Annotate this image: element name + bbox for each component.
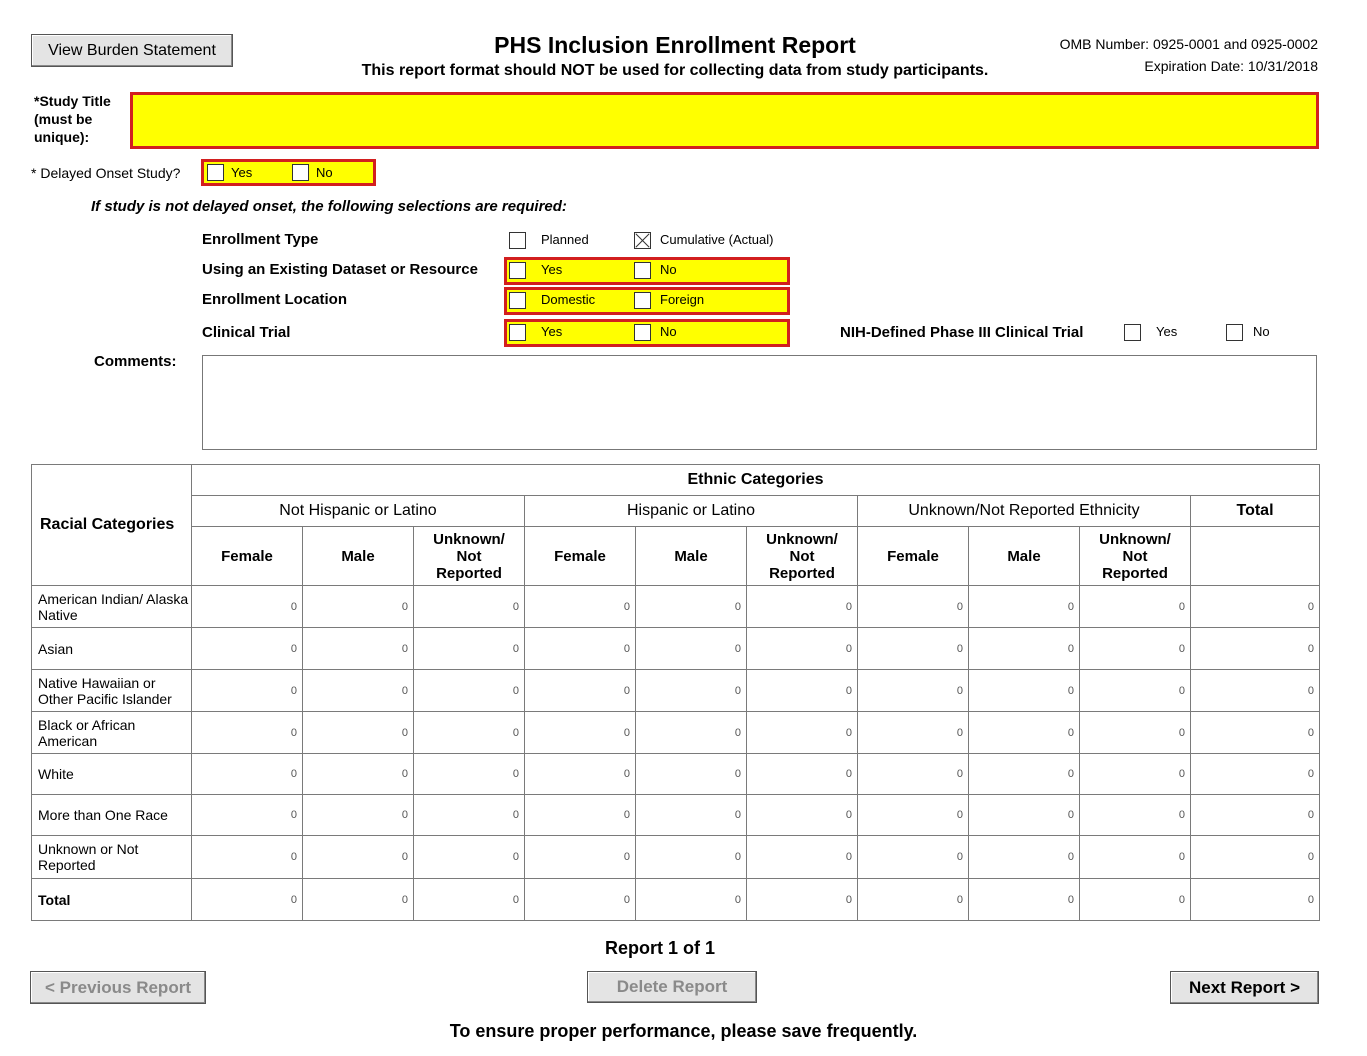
unknown-sex-header-line: Unknown/	[1099, 530, 1171, 548]
count-cell[interactable]: 0	[1080, 586, 1191, 628]
page-title: PHS Inclusion Enrollment Report	[494, 32, 856, 58]
existing-dataset-yes-label: Yes	[541, 262, 563, 277]
count-cell[interactable]: 0	[1080, 712, 1191, 754]
count-cell[interactable]: 0	[747, 754, 858, 795]
report-counter: Report 1 of 1	[604, 938, 715, 958]
race-label: American Indian/ Alaska Native	[32, 586, 192, 628]
enrollment-table	[31, 464, 1320, 921]
existing-dataset-no-checkbox[interactable]	[634, 262, 651, 279]
count-cell[interactable]: 0	[1080, 836, 1191, 879]
count-cell[interactable]: 0	[525, 836, 636, 879]
enrollment-cumulative-label: Cumulative (Actual)	[660, 232, 774, 247]
clinical-trial-yes-label: Yes	[541, 324, 563, 339]
count-cell[interactable]: 0	[303, 795, 414, 836]
count-cell[interactable]: 0	[303, 586, 414, 628]
count-cell[interactable]: 0	[969, 586, 1080, 628]
study-title-label-line3: unique):	[34, 129, 90, 145]
unknown-sex-column-header	[414, 527, 525, 586]
count-cell[interactable]: 0	[525, 628, 636, 670]
row-total-cell: 0	[1191, 795, 1320, 836]
total-subheader-blank	[1191, 527, 1320, 586]
unknown-sex-header-line: Reported	[769, 564, 835, 582]
study-title-label-line1: *Study Title	[34, 93, 111, 109]
count-cell[interactable]: 0	[747, 712, 858, 754]
row-total-cell: 0	[1191, 628, 1320, 670]
count-cell[interactable]: 0	[1080, 670, 1191, 712]
next-report-button[interactable]: Next Report >	[1170, 971, 1319, 1004]
count-cell[interactable]: 0	[192, 586, 303, 628]
count-cell[interactable]: 0	[747, 586, 858, 628]
count-cell[interactable]: 0	[303, 712, 414, 754]
table-row	[32, 628, 1320, 670]
count-cell[interactable]: 0	[969, 836, 1080, 879]
table-row	[32, 712, 1320, 754]
row-total-cell: 0	[1191, 754, 1320, 795]
unknown-sex-header-line: Reported	[1102, 564, 1168, 582]
count-cell[interactable]: 0	[636, 628, 747, 670]
phase3-no-checkbox[interactable]	[1226, 324, 1243, 341]
count-cell[interactable]: 0	[525, 879, 636, 921]
count-cell[interactable]: 0	[303, 754, 414, 795]
row-total-cell: 0	[1191, 836, 1320, 879]
group-header-unknown-ethnicity: Unknown/Not Reported Ethnicity	[858, 496, 1191, 527]
count-cell[interactable]: 0	[636, 754, 747, 795]
count-cell[interactable]: 0	[747, 795, 858, 836]
count-cell[interactable]: 0	[303, 670, 414, 712]
count-cell[interactable]: 0	[636, 586, 747, 628]
enrollment-type-label: Enrollment Type	[202, 231, 319, 248]
unknown-sex-header-line: Unknown/	[433, 530, 505, 548]
count-cell[interactable]: 0	[858, 628, 969, 670]
count-cell[interactable]: 0	[414, 795, 525, 836]
study-title-label	[34, 92, 126, 146]
count-cell[interactable]: 0	[414, 586, 525, 628]
count-cell[interactable]: 0	[303, 836, 414, 879]
total-column-header: Total	[1191, 496, 1320, 527]
race-label: White	[32, 754, 192, 795]
male-column-header: Male	[969, 527, 1080, 586]
enrollment-cumulative-checkbox[interactable]	[634, 232, 651, 249]
comments-textarea[interactable]	[202, 355, 1317, 450]
count-cell[interactable]: 0	[303, 879, 414, 921]
unknown-sex-header-line: Reported	[436, 564, 502, 582]
unknown-sex-column-header	[747, 527, 858, 586]
count-cell[interactable]: 0	[636, 836, 747, 879]
existing-dataset-no-label: No	[660, 262, 677, 277]
enrollment-location-label: Enrollment Location	[202, 291, 348, 308]
count-cell[interactable]: 0	[858, 712, 969, 754]
count-cell[interactable]: 0	[858, 879, 969, 921]
delete-report-button[interactable]: Delete Report	[587, 971, 757, 1003]
count-cell[interactable]: 0	[192, 879, 303, 921]
count-cell[interactable]: 0	[747, 670, 858, 712]
view-burden-statement-button[interactable]: View Burden Statement	[31, 34, 233, 67]
count-cell[interactable]: 0	[858, 795, 969, 836]
count-cell[interactable]: 0	[192, 836, 303, 879]
female-column-header: Female	[858, 527, 969, 586]
row-total-cell: 0	[1191, 586, 1320, 628]
count-cell[interactable]: 0	[192, 754, 303, 795]
unknown-sex-column-header	[1080, 527, 1191, 586]
count-cell[interactable]: 0	[969, 795, 1080, 836]
race-label: Black or African American	[32, 712, 192, 754]
total-row	[32, 879, 1320, 921]
table-row	[32, 670, 1320, 712]
table-row	[32, 795, 1320, 836]
enrollment-location-domestic-label: Domestic	[541, 292, 596, 307]
count-cell[interactable]: 0	[1080, 628, 1191, 670]
row-total-cell: 0	[1191, 879, 1320, 921]
count-cell[interactable]: 0	[747, 628, 858, 670]
phase3-yes-checkbox[interactable]	[1124, 324, 1141, 341]
enrollment-location-foreign-checkbox[interactable]	[634, 292, 651, 309]
clinical-trial-no-checkbox[interactable]	[634, 324, 651, 341]
count-cell[interactable]: 0	[858, 670, 969, 712]
count-cell[interactable]: 0	[525, 712, 636, 754]
female-column-header: Female	[192, 527, 303, 586]
race-label: Unknown or Not Reported	[32, 836, 192, 879]
count-cell[interactable]: 0	[636, 879, 747, 921]
count-cell[interactable]: 0	[414, 836, 525, 879]
enrollment-planned-label: Planned	[541, 232, 589, 247]
phase3-label: NIH-Defined Phase III Clinical Trial	[840, 324, 1084, 341]
delayed-onset-yes-checkbox[interactable]	[207, 164, 224, 181]
delayed-onset-note: If study is not delayed onset, the following selections are required:	[91, 198, 567, 215]
count-cell[interactable]: 0	[969, 879, 1080, 921]
study-title-label-line2: (must be	[34, 111, 93, 127]
count-cell[interactable]: 0	[1080, 754, 1191, 795]
group-header-not-hispanic: Not Hispanic or Latino	[192, 496, 525, 527]
count-cell[interactable]: 0	[747, 879, 858, 921]
count-cell[interactable]: 0	[969, 754, 1080, 795]
racial-categories-header: Racial Categories	[32, 465, 192, 586]
female-column-header: Female	[525, 527, 636, 586]
race-label: Asian	[32, 628, 192, 670]
race-label: Native Hawaiian or Other Pacific Islander	[32, 670, 192, 712]
table-body	[32, 586, 1320, 921]
count-cell[interactable]: 0	[414, 628, 525, 670]
enrollment-location-foreign-label: Foreign	[660, 292, 705, 307]
count-cell[interactable]: 0	[858, 754, 969, 795]
existing-dataset-yes-checkbox[interactable]	[509, 262, 526, 279]
male-column-header: Male	[303, 527, 414, 586]
race-label: More than One Race	[32, 795, 192, 836]
enrollment-location-domestic-checkbox[interactable]	[509, 292, 526, 309]
clinical-trial-yes-checkbox[interactable]	[509, 324, 526, 341]
omb-number: OMB Number: 0925-0001 and 0925-0002	[1059, 36, 1318, 52]
existing-dataset-label: Using an Existing Dataset or Resource	[202, 261, 478, 278]
count-cell[interactable]: 0	[969, 712, 1080, 754]
count-cell[interactable]: 0	[414, 670, 525, 712]
group-header-hispanic: Hispanic or Latino	[525, 496, 858, 527]
study-title-input[interactable]	[130, 92, 1319, 149]
count-cell[interactable]: 0	[525, 795, 636, 836]
count-cell[interactable]: 0	[414, 754, 525, 795]
clinical-trial-no-label: No	[660, 324, 677, 339]
count-cell[interactable]: 0	[636, 670, 747, 712]
delayed-onset-label: * Delayed Onset Study?	[31, 165, 181, 181]
expiration-date: Expiration Date: 10/31/2018	[1144, 58, 1318, 74]
save-note: To ensure proper performance, please save frequently.	[449, 1021, 918, 1041]
count-cell[interactable]: 0	[303, 628, 414, 670]
row-total-cell: 0	[1191, 712, 1320, 754]
phase3-yes-label: Yes	[1156, 324, 1178, 339]
count-cell[interactable]: 0	[525, 586, 636, 628]
page-subtitle: This report format should NOT be used for collecting data from study participants.	[361, 62, 989, 79]
ethnic-categories-header: Ethnic Categories	[192, 465, 1320, 496]
unknown-sex-header-line: Not	[456, 547, 482, 565]
enrollment-planned-checkbox[interactable]	[509, 232, 526, 249]
row-total-cell: 0	[1191, 670, 1320, 712]
count-cell[interactable]: 0	[414, 879, 525, 921]
race-label: Total	[32, 879, 192, 921]
delayed-onset-yes-label: Yes	[231, 165, 253, 180]
count-cell[interactable]: 0	[969, 670, 1080, 712]
delayed-onset-no-label: No	[316, 165, 333, 180]
count-cell[interactable]: 0	[1080, 879, 1191, 921]
count-cell[interactable]: 0	[414, 712, 525, 754]
subheader-row	[32, 527, 1320, 586]
count-cell[interactable]: 0	[192, 628, 303, 670]
unknown-sex-header-line: Not	[1122, 547, 1148, 565]
count-cell[interactable]: 0	[969, 628, 1080, 670]
count-cell[interactable]: 0	[1080, 795, 1191, 836]
count-cell[interactable]: 0	[525, 754, 636, 795]
comments-label: Comments:	[94, 353, 177, 370]
count-cell[interactable]: 0	[192, 795, 303, 836]
count-cell[interactable]: 0	[192, 712, 303, 754]
count-cell[interactable]: 0	[747, 836, 858, 879]
table-row	[32, 836, 1320, 879]
delayed-onset-no-checkbox[interactable]	[292, 164, 309, 181]
table-row	[32, 586, 1320, 628]
male-column-header: Male	[636, 527, 747, 586]
count-cell[interactable]: 0	[525, 670, 636, 712]
count-cell[interactable]: 0	[636, 712, 747, 754]
previous-report-button[interactable]: < Previous Report	[30, 971, 206, 1004]
table-row	[32, 754, 1320, 795]
count-cell[interactable]: 0	[858, 586, 969, 628]
unknown-sex-header-line: Unknown/	[766, 530, 838, 548]
phase3-no-label: No	[1253, 324, 1270, 339]
delayed-onset-group	[201, 159, 376, 186]
count-cell[interactable]: 0	[636, 795, 747, 836]
clinical-trial-label: Clinical Trial	[202, 324, 291, 341]
count-cell[interactable]: 0	[192, 670, 303, 712]
count-cell[interactable]: 0	[858, 836, 969, 879]
unknown-sex-header-line: Not	[789, 547, 815, 565]
